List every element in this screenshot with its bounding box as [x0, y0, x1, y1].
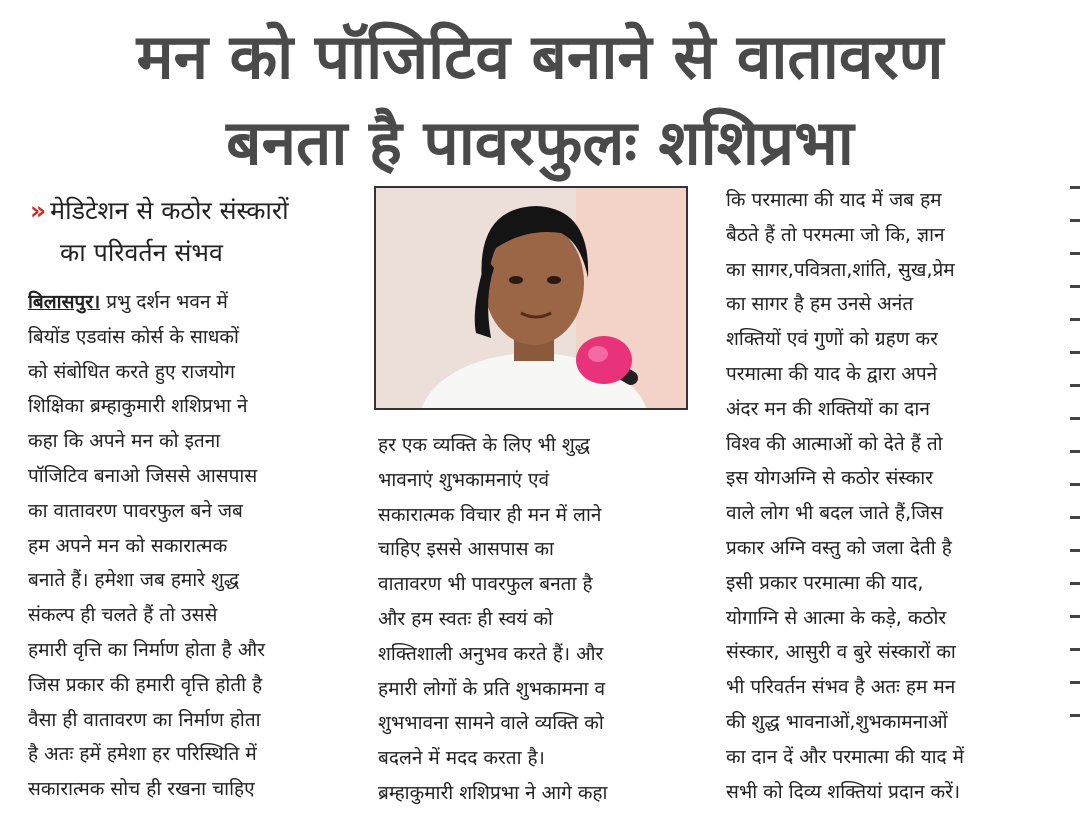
dateline: बिलासपुर।: [28, 291, 101, 313]
text-line: का दान दें और परमात्मा की याद में: [726, 745, 965, 768]
text-line: संस्कार, आसुरी व बुरे संस्कारों का: [726, 641, 956, 664]
text-line: बनाते हैं। हमेशा जब हमारे शुद्ध: [28, 569, 240, 592]
subheading-line-1: मेडिटेशन से कठोर संस्कारों: [50, 196, 289, 225]
text-line: की शुद्ध भावनाओं,शुभकामनाओं: [726, 710, 948, 733]
text-line: है अतः हमें हमेशा हर परिस्थिति में: [28, 743, 257, 766]
text-line: हम अपने मन को सकारात्मक: [28, 534, 228, 557]
text-line: सभी को दिव्य शक्तियां प्रदान करें।: [726, 780, 961, 803]
double-arrow-icon: »: [30, 196, 47, 225]
text-line: इसी प्रकार परमात्मा की याद,: [726, 571, 924, 594]
text-line: संकल्प ही चलते हैं तो उससे: [28, 604, 218, 627]
text-line: शुभभावना सामने वाले व्यक्ति को: [378, 712, 604, 735]
text-line: शक्तिशाली अनुभव करते हैं। और: [378, 642, 604, 665]
text-line: परमात्मा की याद के द्वारा अपने: [726, 362, 938, 385]
text-line: वैसा ही वातावरण का निर्माण होता: [28, 708, 261, 731]
article-column-1: [28, 285, 343, 807]
text-line: ब्रम्हाकुमारी शशिप्रभा ने आगे कहा: [378, 781, 608, 804]
speaker-photo: [374, 186, 688, 410]
text-line: बियोंड एडवांस कोर्स के साधकों: [28, 325, 239, 348]
text-line: बैठते हैं तो परमत्मा जो कि, ज्ञान: [726, 223, 945, 246]
text-line: और हम स्वतः ही स्वयं को: [378, 607, 553, 630]
text-line: बदलने में मदद करता है।: [378, 747, 545, 770]
text-line: सकारात्मक विचार ही मन में लाने: [378, 503, 602, 526]
text-line: कहा कि अपने मन को इतना: [28, 430, 221, 453]
text-line: वाले लोग भी बदल जाते हैं,जिस: [726, 502, 944, 525]
article-column-2: [378, 428, 690, 811]
text-line: शक्तियों एवं गुणों को ग्रहण कर: [726, 328, 938, 351]
subheading-line-2: का परिवर्तन संभव: [60, 238, 223, 267]
text-line: चाहिए इससे आसपास का: [378, 538, 554, 561]
text-line: कि परमात्मा की याद में जब हम: [726, 189, 942, 211]
text-line: भावनाएं शुभकामनाएं एवं: [378, 468, 550, 491]
text-line: विश्व की आत्माओं को देते हैं तो: [726, 432, 943, 455]
text-line: बिलासपुर। प्रभु दर्शन भवन में: [28, 291, 228, 313]
text-line: भी परिवर्तन संभव है अतः हम मन: [726, 676, 956, 699]
text-line: शिक्षिका ब्रम्हाकुमारी शशिप्रभा ने: [28, 395, 248, 418]
subheading: [30, 190, 350, 274]
text-line: अंदर मन की शक्तियों का दान: [726, 397, 930, 420]
headline-line-2: बनता है पावरफुलः शशिप्रभा: [226, 106, 854, 179]
text-line: वातावरण भी पावरफुल बनता है: [378, 573, 593, 596]
text-line: जिस प्रकार की हमारी वृत्ति होती है: [28, 673, 263, 696]
article-column-3: [726, 183, 1040, 809]
adjacent-column-edge: [1066, 186, 1080, 806]
text-line: पॉजिटिव बनाओ जिससे आसपास: [28, 464, 258, 487]
speaker-photo-illustration: [376, 188, 686, 408]
text-line: हर एक व्यक्ति के लिए भी शुद्ध: [378, 434, 590, 456]
text-line: सकारात्मक सोच ही रखना चाहिए: [28, 778, 255, 801]
headline-line-1: मन को पॉजिटिव बनाने से वातावरण: [136, 20, 944, 93]
text-line: प्रकार अग्नि वस्तु को जला देती है: [726, 536, 952, 559]
text-line: हमारी वृत्ति का निर्माण होता है और: [28, 638, 265, 661]
text-line: का वातावरण पावरफुल बने जब: [28, 499, 243, 522]
text-line: योगाग्नि से आत्मा के कड़े, कठोर: [726, 606, 947, 629]
text-line: का सागर,पवित्रता,शांति, सुख,प्रेम: [726, 258, 955, 281]
text-line: इस योगअग्नि से कठोर संस्कार: [726, 467, 933, 490]
text-line: हमारी लोगों के प्रति शुभकामना व: [378, 677, 606, 700]
headline: [0, 14, 1080, 186]
text-line: को संबोधित करते हुए राजयोग: [28, 360, 235, 383]
text-line: का सागर है हम उनसे अनंत: [726, 293, 914, 316]
